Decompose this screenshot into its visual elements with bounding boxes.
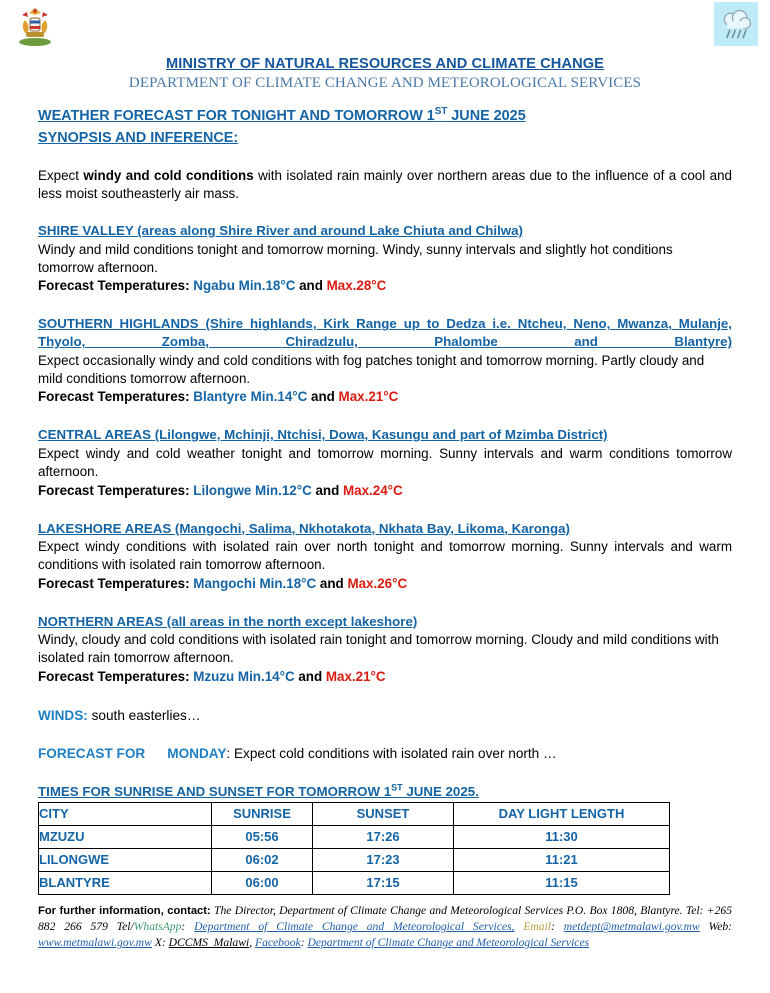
temp-max: Max.21°C	[325, 668, 386, 684]
table-row	[39, 826, 670, 849]
region-body: Expect occasionally windy and cold conditions with fog patches tonight and tomorrow morning. Partly cloudy and mild conditions tomorrow afternoon.	[38, 353, 705, 386]
cell-sunset: 17:26	[313, 826, 454, 849]
region-heading: SHIRE VALLEY (areas along Shire River and around Lake Chiuta and Chilwa)	[38, 223, 523, 239]
region-heading: CENTRAL AREAS (Lilongwe, Mchinji, Ntchisi, Dowa, Kasungu and part of Mzimba District)	[38, 427, 608, 443]
temp-min: Ngabu Min.18°C	[193, 278, 296, 294]
region-temperatures	[38, 277, 732, 295]
facebook-link[interactable]: Department of Climate Change and Meteorological Services	[307, 936, 590, 950]
whatsapp-separator: :	[181, 920, 195, 934]
document-header	[38, 0, 732, 52]
region-heading: NORTHERN AREAS (all areas in the north except lakeshore)	[38, 613, 418, 629]
page-title-date: JUNE 2025	[447, 108, 526, 124]
facebook-separator: ,	[249, 936, 255, 950]
region-body: Windy and mild conditions tonight and tomorrow morning. Windy, sunny intervals and slightly hot conditions tomorrow afternoon.	[38, 242, 673, 275]
email-label: Email	[514, 920, 552, 934]
synopsis-paragraph	[38, 167, 732, 202]
synopsis-heading: SYNOPSIS AND INFERENCE:	[38, 130, 239, 147]
temp-min: Lilongwe Min.12°C	[193, 482, 312, 498]
region-section	[38, 613, 732, 686]
sun-table-heading-post: JUNE 2025.	[402, 784, 479, 800]
column-header-city: CITY	[39, 803, 212, 826]
web-label: Web:	[699, 920, 733, 934]
temp-label: Forecast Temperatures:	[38, 575, 194, 591]
sunrise-sunset-table	[38, 802, 670, 895]
winds-line	[38, 707, 732, 725]
sun-table-heading-pre: TIMES FOR SUNRISE AND SUNSET FOR TOMORROW 1	[38, 784, 392, 800]
region-sections	[38, 222, 732, 686]
region-body: Windy, cloudy and cold conditions with isolated rain tonight and tomorrow morning. Cloudy and mild conditions with isolated rain tomorrow afternoon.	[38, 632, 719, 666]
whatsapp-label: WhatsApp	[133, 920, 182, 934]
region-body: Expect windy and cold weather tonight and tomorrow morning. Sunny intervals and warm conditions tomorrow afternoon.	[38, 446, 732, 479]
coat-of-arms-icon	[12, 2, 58, 48]
email-separator: :	[551, 920, 564, 934]
temp-conjunction: and	[311, 482, 343, 498]
region-temperatures	[38, 388, 732, 406]
next-forecast-line	[38, 745, 732, 763]
region-temperatures	[38, 668, 732, 686]
region-heading: SOUTHERN HIGHLANDS (Shire highlands, Kirk Range up to Dedza i.e. Ntcheu, Neno, Mwanza, Mulanje, Thyolo, Zomba, Chiradzulu, Phalombe and Blantyre)	[38, 316, 732, 350]
temp-label: Forecast Temperatures:	[38, 278, 194, 294]
department-title: DEPARTMENT OF CLIMATE CHANGE AND METEOROLOGICAL SERVICES	[128, 75, 642, 91]
table-row	[39, 849, 670, 872]
x-handle[interactable]: DCCMS_Malawi	[168, 936, 250, 950]
temp-conjunction: and	[295, 278, 327, 294]
region-body: Expect windy conditions with isolated rain over north tonight and tomorrow morning. Sunny intervals and warm conditions with isolated rain tomorrow afternoon.	[38, 539, 732, 573]
synopsis-emphasis: windy and cold conditions	[83, 167, 254, 183]
footer-contact	[38, 903, 732, 951]
winds-value: south easterlies…	[87, 707, 201, 723]
table-row	[39, 872, 670, 895]
sun-table-heading-ordinal: ST	[391, 782, 403, 793]
temp-label: Forecast Temperatures:	[38, 668, 194, 684]
cell-sunrise: 05:56	[212, 826, 313, 849]
cell-sunrise: 06:02	[212, 849, 313, 872]
temp-conjunction: and	[294, 668, 326, 684]
region-temperatures	[38, 575, 732, 593]
ministry-title: MINISTRY OF NATURAL RESOURCES AND CLIMATE CHANGE	[165, 56, 605, 72]
footer-address: The Director, Department of Climate Change and Meteorological Services P.O. Box 1808, Blantyre. Tel: +265 882 266 579 Tel/	[38, 904, 732, 934]
facebook-label: Facebook	[254, 936, 301, 950]
region-section	[38, 222, 732, 295]
winds-label: WINDS:	[38, 707, 88, 723]
cell-sunrise: 06:00	[212, 872, 313, 895]
next-forecast-value: : Expect cold conditions with isolated rain over north …	[226, 746, 557, 762]
temp-min: Mzuzu Min.14°C	[193, 668, 295, 684]
email-link[interactable]: metdept@metmalawi.gov.mw	[563, 920, 700, 934]
column-header-sunset: SUNSET	[313, 803, 454, 826]
region-section	[38, 315, 732, 406]
temp-max: Max.28°C	[326, 278, 387, 294]
next-forecast-label: FORECAST FOR	[38, 746, 146, 762]
rain-cloud-icon	[714, 2, 758, 46]
temp-conjunction: and	[307, 389, 339, 405]
column-header-sunrise: SUNRISE	[212, 803, 313, 826]
temp-min: Mangochi Min.18°C	[193, 575, 317, 591]
region-section	[38, 520, 732, 593]
column-header-daylight: DAY LIGHT LENGTH	[454, 803, 670, 826]
page-title	[38, 106, 732, 126]
synopsis-pre: Expect	[38, 167, 84, 183]
temp-label: Forecast Temperatures:	[38, 389, 194, 405]
table-header-row	[39, 803, 670, 826]
region-section	[38, 426, 732, 499]
region-temperatures	[38, 482, 732, 500]
region-heading: LAKESHORE AREAS (Mangochi, Salima, Nkhotakota, Nkhata Bay, Likoma, Karonga)	[38, 520, 570, 536]
footer-lead: For further information, contact:	[38, 905, 211, 918]
cell-daylight: 11:30	[454, 826, 670, 849]
temp-max: Max.21°C	[338, 389, 399, 405]
cell-daylight: 11:15	[454, 872, 670, 895]
sun-table-heading	[38, 784, 732, 799]
temp-max: Max.26°C	[347, 575, 408, 591]
cell-city: MZUZU	[39, 826, 212, 849]
temp-min: Blantyre Min.14°C	[193, 389, 308, 405]
temp-label: Forecast Temperatures:	[38, 482, 194, 498]
x-label: X:	[151, 936, 169, 950]
facebook-colon: :	[300, 936, 308, 950]
cell-city: BLANTYRE	[39, 872, 212, 895]
cell-sunset: 17:15	[313, 872, 454, 895]
cell-sunset: 17:23	[313, 849, 454, 872]
page-title-ordinal: ST	[434, 106, 448, 118]
website-link[interactable]: www.metmalawi.gov.mw	[38, 936, 152, 950]
next-forecast-day: MONDAY	[167, 746, 227, 762]
whatsapp-link[interactable]: Department of Climate Change and Meteorological Services,	[194, 920, 515, 934]
page-title-text: WEATHER FORECAST FOR TONIGHT AND TOMORROW 1	[38, 108, 435, 124]
temp-max: Max.24°C	[342, 482, 403, 498]
synopsis-post: with isolated rain mainly over northern areas due to the influence of a cool and less moist southeasterly air mass.	[38, 167, 732, 201]
temp-conjunction: and	[316, 575, 348, 591]
cell-daylight: 11:21	[454, 849, 670, 872]
cell-city: LILONGWE	[39, 849, 212, 872]
